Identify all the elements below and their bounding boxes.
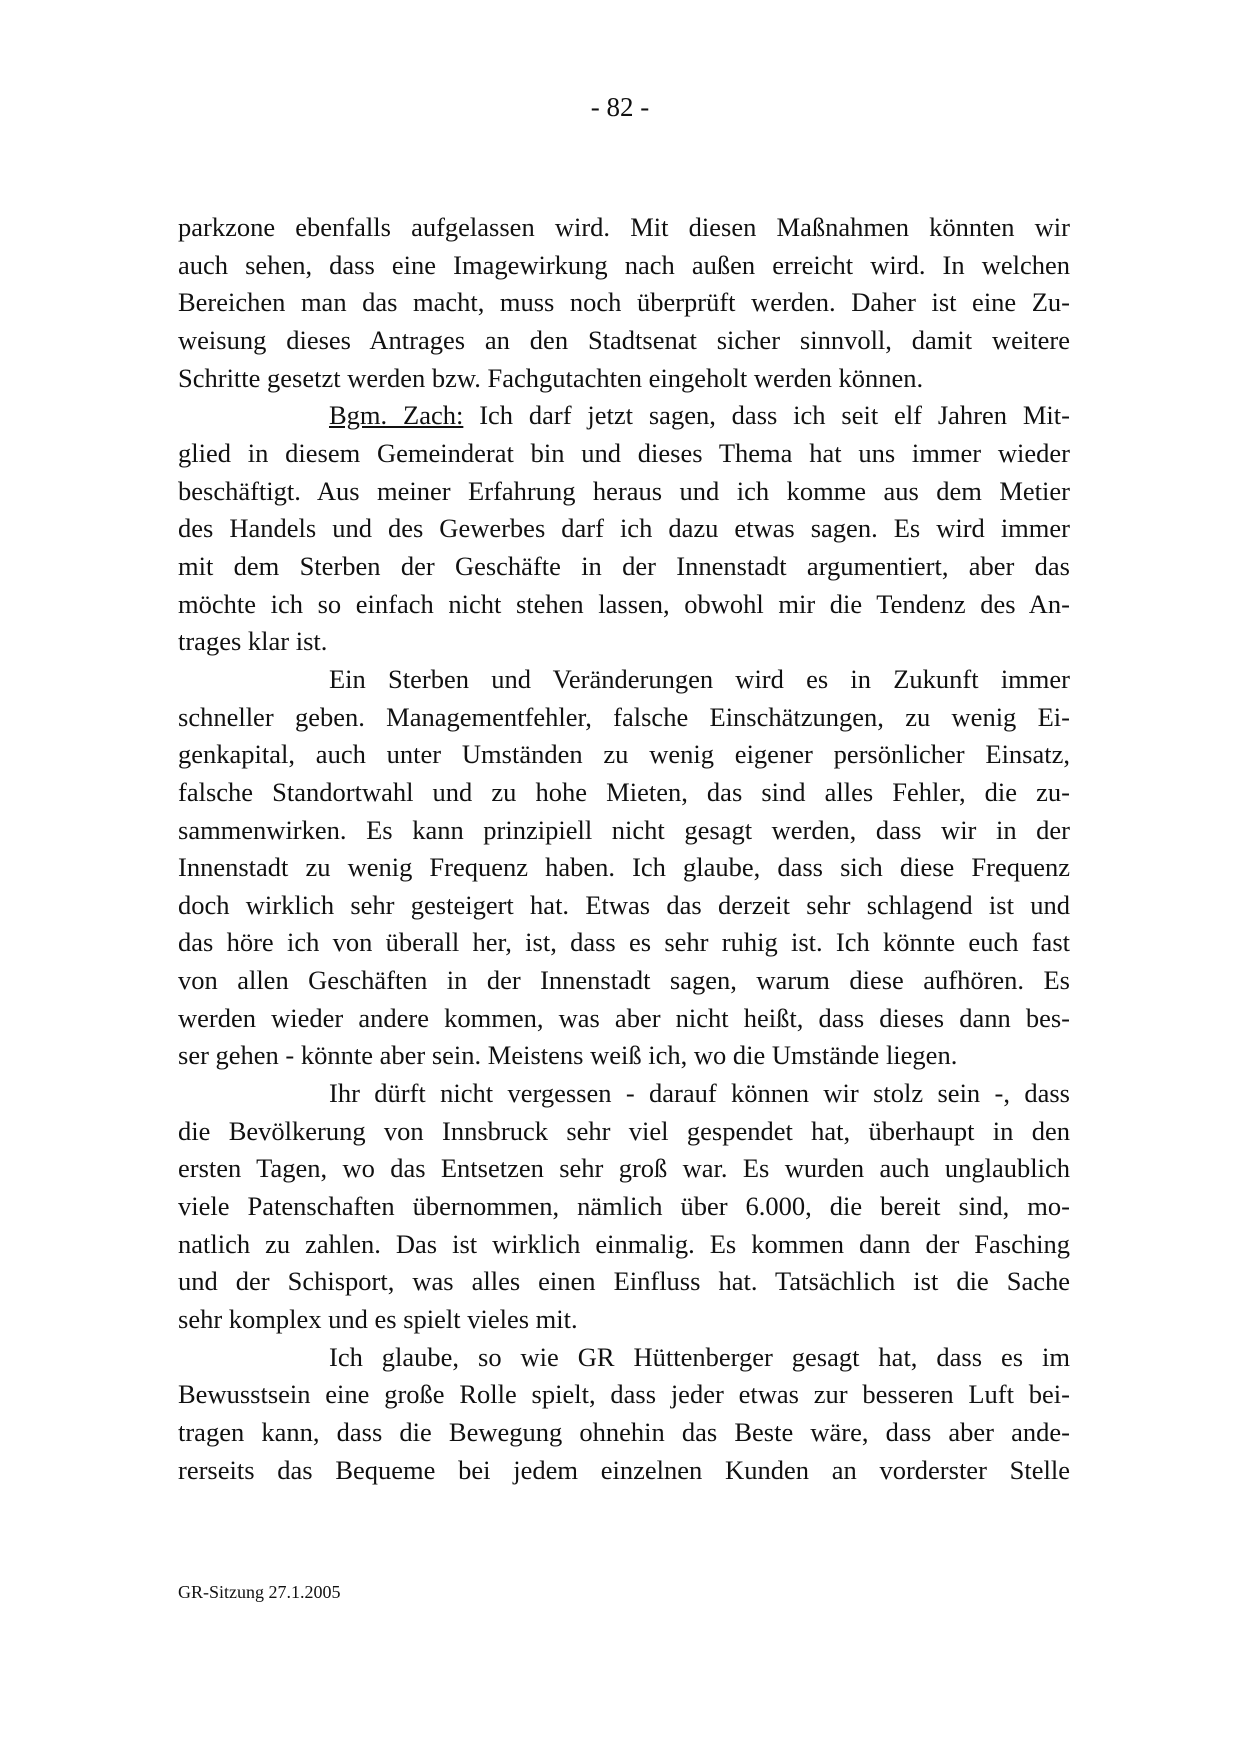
page-number: - 82 - xyxy=(590,92,650,122)
text-line: sehr komplex und es spielt vieles mit. xyxy=(178,1304,578,1335)
speech-text: Ich darf jetzt sagen, dass ich seit elf Jahren Mit- xyxy=(463,400,1070,431)
text-line: des Handels und des Gewerbes darf ich dazu etwas sagen. Es wird immer xyxy=(178,513,1070,544)
text-line: auch sehen, dass eine Imagewirkung nach außen erreicht wird. In welchen xyxy=(178,249,1070,280)
text-line xyxy=(178,397,1070,435)
text-line: möchte ich so einfach nicht stehen lassen, obwohl mir die Tendenz des An- xyxy=(178,588,1070,619)
text-line: werden wieder andere kommen, was aber nicht heißt, dass dieses dann bes- xyxy=(178,1002,1070,1033)
speaker-name: Bgm. Zach: xyxy=(329,400,464,431)
text-line: glied in diesem Gemeinderat bin und dieses Thema hat uns immer wieder xyxy=(178,437,1070,468)
text-line: Ihr dürft nicht vergessen - darauf können wir stolz sein -, dass xyxy=(329,1078,1070,1109)
footer-session-date: GR-Sitzung 27.1.2005 xyxy=(178,1582,341,1602)
text-line: ser gehen - könnte aber sein. Meistens weiß ich, wo die Umstände liegen. xyxy=(178,1040,958,1071)
text-line: doch wirklich sehr gesteigert hat. Etwas das derzeit sehr schlagend ist und xyxy=(178,889,1070,920)
text-line: beschäftigt. Aus meiner Erfahrung heraus und ich komme aus dem Metier xyxy=(178,475,1070,506)
text-line: von allen Geschäften in der Innenstadt sagen, warum diese aufhören. Es xyxy=(178,965,1070,996)
paragraph xyxy=(178,1339,1070,1490)
paragraph xyxy=(178,661,1070,1075)
text-line: Ein Sterben und Veränderungen wird es in Zukunft immer xyxy=(329,663,1070,694)
text-line: und der Schisport, was alles einen Einfluss hat. Tatsächlich ist die Sache xyxy=(178,1266,1070,1297)
text-line: Bewusstsein eine große Rolle spielt, dass jeder etwas zur besseren Luft bei- xyxy=(178,1379,1070,1410)
text-line: Bereichen man das macht, muss noch überprüft werden. Daher ist eine Zu- xyxy=(178,287,1070,318)
text-line: parkzone ebenfalls aufgelassen wird. Mit diesen Maßnahmen könnten wir xyxy=(178,212,1070,242)
text-line: genkapital, auch unter Umständen zu wenig eigener persönlicher Einsatz, xyxy=(178,739,1070,770)
text-line: tragen kann, dass die Bewegung ohnehin das Beste wäre, dass aber ande- xyxy=(178,1417,1070,1447)
text-line: falsche Standortwahl und zu hohe Mieten, das sind alles Fehler, die zu- xyxy=(178,776,1070,807)
text-line: Schritte gesetzt werden bzw. Fachgutachten eingeholt werden können. xyxy=(178,362,924,393)
paragraph xyxy=(178,209,1070,397)
text-line: trages klar ist. xyxy=(178,626,328,657)
paragraph xyxy=(178,397,1070,661)
text-line: weisung dieses Antrages an den Stadtsenat sicher sinnvoll, damit weitere xyxy=(178,324,1070,355)
text-line: rerseits das Bequeme bei jedem einzelnen Kunden an vorderster Stelle xyxy=(178,1454,1070,1485)
text-line: das höre ich von überall her, ist, dass es sehr ruhig ist. Ich könnte euch fast xyxy=(178,927,1070,958)
text-line: Ich glaube, so wie GR Hüttenberger gesagt hat, dass es im xyxy=(329,1341,1070,1372)
paragraph xyxy=(178,1075,1070,1339)
text-line: mit dem Sterben der Geschäfte in der Innenstadt argumentiert, aber das xyxy=(178,550,1070,581)
body-text xyxy=(178,209,1070,1489)
text-line: Innenstadt zu wenig Frequenz haben. Ich glaube, dass sich diese Frequenz xyxy=(178,852,1070,883)
text-line: ersten Tagen, wo das Entsetzen sehr groß war. Es wurden auch unglaublich xyxy=(178,1153,1070,1184)
text-line: natlich zu zahlen. Das ist wirklich einmalig. Es kommen dann der Fasching xyxy=(178,1228,1070,1259)
text-line: viele Patenschaften übernommen, nämlich über 6.000, die bereit sind, mo- xyxy=(178,1191,1070,1222)
text-line: sammenwirken. Es kann prinzipiell nicht gesagt werden, dass wir in der xyxy=(178,814,1070,845)
text-line: schneller geben. Managementfehler, falsche Einschätzungen, zu wenig Ei- xyxy=(178,701,1070,732)
text-line: die Bevölkerung von Innsbruck sehr viel gespendet hat, überhaupt in den xyxy=(178,1115,1070,1146)
